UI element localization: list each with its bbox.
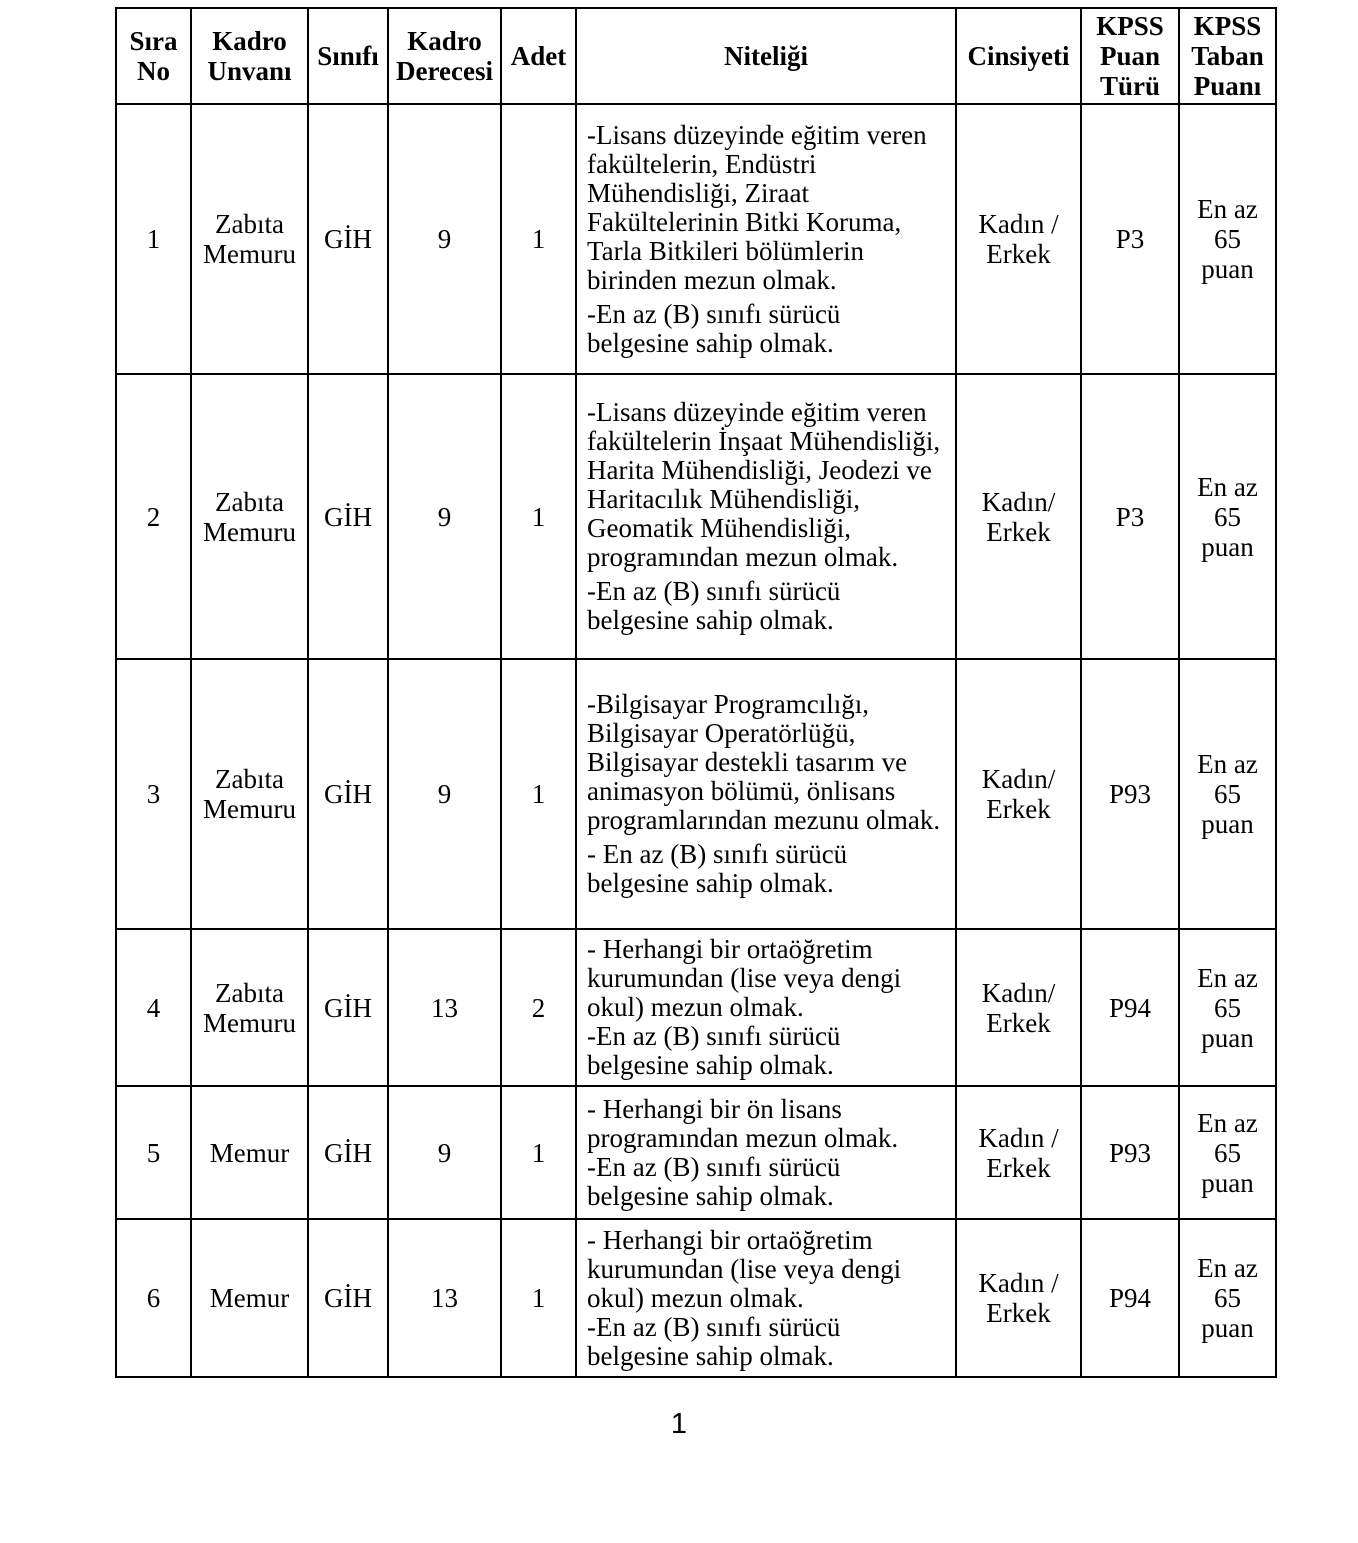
cell-kpss-puan-turu: P3 <box>1081 104 1179 374</box>
cell-adet: 1 <box>501 1086 576 1219</box>
table-row <box>116 104 1276 374</box>
cell-kadro-unvani: Zabıta Memuru <box>191 374 308 659</box>
niteligi-paragraph: - Herhangi bir ortaöğretim kurumundan (lise veya dengi okul) mezun olmak. <box>587 1224 902 1313</box>
cell-kpss-taban-puani: En az 65 puan <box>1179 1086 1276 1219</box>
cell-kadro-unvani: Zabıta Memuru <box>191 929 308 1086</box>
niteligi-paragraph: - Herhangi bir ön lisans programından mezun olmak. <box>587 1093 899 1153</box>
cell-kadro-unvani: Memur <box>191 1086 308 1219</box>
cell-sinifi: GİH <box>308 659 388 929</box>
table-body <box>116 104 1276 1377</box>
cell-kadro-derecesi: 9 <box>388 1086 501 1219</box>
cell-sira-no: 4 <box>116 929 191 1086</box>
cell-niteligi <box>576 659 956 929</box>
cell-cinsiyeti: Kadın / Erkek <box>956 1219 1081 1377</box>
cell-adet: 1 <box>501 104 576 374</box>
cell-cinsiyeti: Kadın / Erkek <box>956 1086 1081 1219</box>
col-header-kadro-unvani: Kadro Unvanı <box>191 8 308 104</box>
cell-niteligi <box>576 374 956 659</box>
cell-cinsiyeti: Kadın/ Erkek <box>956 374 1081 659</box>
cell-sira-no: 2 <box>116 374 191 659</box>
cell-adet: 1 <box>501 659 576 929</box>
niteligi-paragraph: -En az (B) sınıfı sürücü belgesine sahip olmak. <box>587 1311 841 1371</box>
cell-kadro-unvani: Zabıta Memuru <box>191 659 308 929</box>
cell-kadro-derecesi: 9 <box>388 104 501 374</box>
niteligi-paragraph: -Lisans düzeyinde eğitim veren fakültelerin İnşaat Mühendisliği, Harita Mühendisliği, Jeodezi ve Haritacılık Mühendisliği, Geomatik Mühendisliği, programından mezun olmak. <box>587 397 941 572</box>
cell-kadro-unvani: Memur <box>191 1219 308 1377</box>
kadro-ilan-table <box>115 7 1277 1378</box>
niteligi-paragraph: -En az (B) sınıfı sürücü belgesine sahip olmak. <box>587 1151 841 1211</box>
cell-niteligi <box>576 1086 956 1219</box>
col-header-adet: Adet <box>501 8 576 104</box>
cell-sinifi: GİH <box>308 1219 388 1377</box>
cell-kadro-derecesi: 9 <box>388 374 501 659</box>
cell-kadro-derecesi: 13 <box>388 1219 501 1377</box>
col-header-sinifi: Sınıfı <box>308 8 388 104</box>
cell-kpss-puan-turu: P93 <box>1081 1086 1179 1219</box>
col-header-cinsiyeti: Cinsiyeti <box>956 8 1081 104</box>
cell-kpss-taban-puani: En az 65 puan <box>1179 659 1276 929</box>
cell-sinifi: GİH <box>308 104 388 374</box>
cell-kadro-unvani: Zabıta Memuru <box>191 104 308 374</box>
niteligi-paragraph: -En az (B) sınıfı sürücü belgesine sahip olmak. <box>587 576 841 635</box>
col-header-kadro-derecesi: Kadro Derecesi <box>388 8 501 104</box>
cell-kpss-puan-turu: P93 <box>1081 659 1179 929</box>
table-row <box>116 929 1276 1086</box>
cell-kpss-puan-turu: P3 <box>1081 374 1179 659</box>
cell-kpss-puan-turu: P94 <box>1081 1219 1179 1377</box>
cell-adet: 1 <box>501 1219 576 1377</box>
niteligi-paragraph: - En az (B) sınıfı sürücü belgesine sahip olmak. <box>587 839 848 898</box>
cell-cinsiyeti: Kadın / Erkek <box>956 104 1081 374</box>
niteligi-paragraph: -Lisans düzeyinde eğitim veren fakültelerin, Endüstri Mühendisliği, Ziraat Fakültelerinin Bitki Koruma, Tarla Bitkileri bölümlerin birinden mezun olmak. <box>587 119 927 295</box>
cell-sinifi: GİH <box>308 1086 388 1219</box>
cell-sinifi: GİH <box>308 374 388 659</box>
cell-sinifi: GİH <box>308 929 388 1086</box>
cell-kpss-taban-puani: En az 65 puan <box>1179 374 1276 659</box>
col-header-kpss-puan-turu: KPSS Puan Türü <box>1081 8 1179 104</box>
niteligi-paragraph: -En az (B) sınıfı sürücü belgesine sahip olmak. <box>587 298 841 358</box>
cell-kpss-taban-puani: En az 65 puan <box>1179 104 1276 374</box>
cell-sira-no: 6 <box>116 1219 191 1377</box>
niteligi-paragraph: -En az (B) sınıfı sürücü belgesine sahip olmak. <box>587 1021 841 1080</box>
cell-sira-no: 5 <box>116 1086 191 1219</box>
cell-adet: 2 <box>501 929 576 1086</box>
cell-niteligi <box>576 1219 956 1377</box>
cell-kadro-derecesi: 13 <box>388 929 501 1086</box>
niteligi-paragraph: - Herhangi bir ortaöğretim kurumundan (lise veya dengi okul) mezun olmak. <box>587 934 902 1022</box>
cell-sira-no: 1 <box>116 104 191 374</box>
table-row <box>116 374 1276 659</box>
col-header-niteligi: Niteliği <box>576 8 956 104</box>
table-row <box>116 659 1276 929</box>
header-row <box>116 8 1276 104</box>
cell-kpss-taban-puani: En az 65 puan <box>1179 1219 1276 1377</box>
col-header-kpss-taban-puani: KPSS Taban Puanı <box>1179 8 1276 104</box>
cell-cinsiyeti: Kadın/ Erkek <box>956 929 1081 1086</box>
cell-cinsiyeti: Kadın/ Erkek <box>956 659 1081 929</box>
page-number: 1 <box>670 1408 688 1440</box>
cell-kpss-taban-puani: En az 65 puan <box>1179 929 1276 1086</box>
col-header-sira-no: Sıra No <box>116 8 191 104</box>
table-row <box>116 1219 1276 1377</box>
cell-niteligi <box>576 929 956 1086</box>
cell-niteligi <box>576 104 956 374</box>
cell-kpss-puan-turu: P94 <box>1081 929 1179 1086</box>
cell-kadro-derecesi: 9 <box>388 659 501 929</box>
table-header <box>116 8 1276 104</box>
cell-adet: 1 <box>501 374 576 659</box>
cell-sira-no: 3 <box>116 659 191 929</box>
table-row <box>116 1086 1276 1219</box>
niteligi-paragraph: -Bilgisayar Programcılığı, Bilgisayar Operatörlüğü, Bilgisayar destekli tasarım ve animasyon bölümü, önlisans programlarından mezunu olmak. <box>587 689 941 835</box>
